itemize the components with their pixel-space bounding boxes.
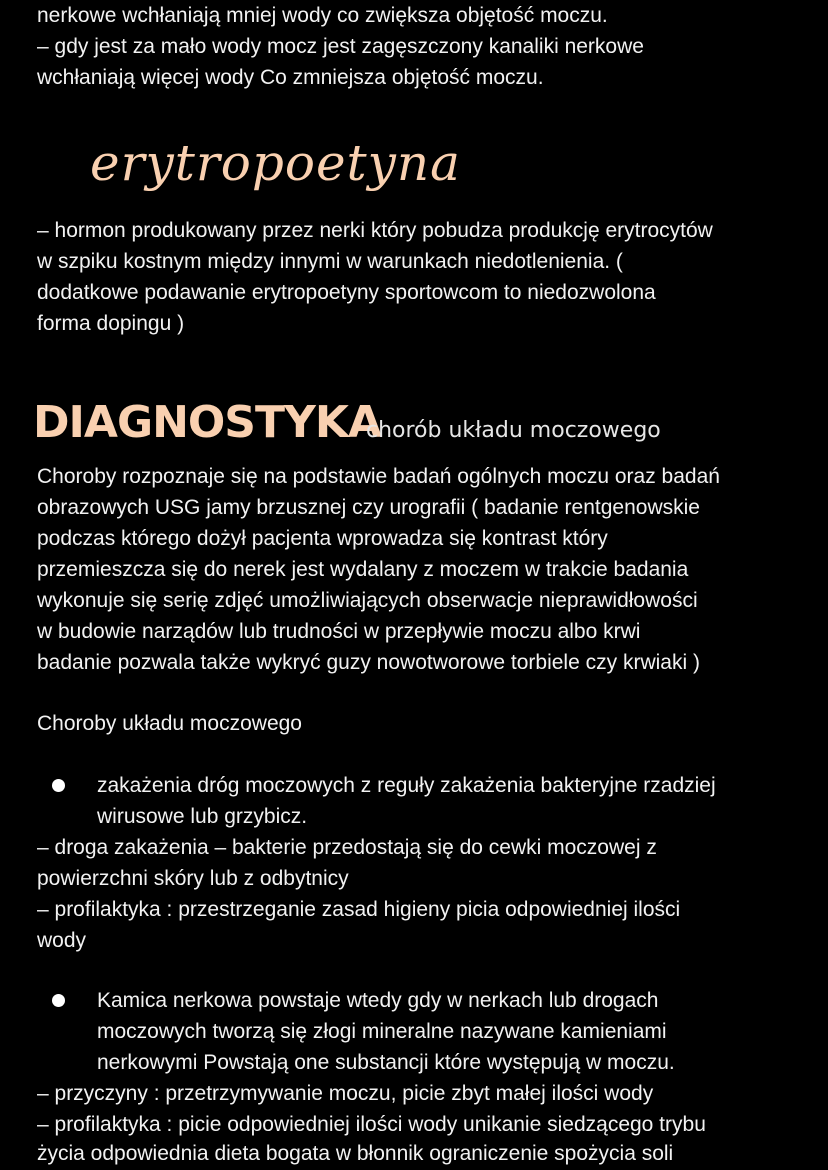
text-line: forma dopingu ) <box>37 312 185 335</box>
text-line: – droga zakażenia – bakterie przedostają się do cewki moczowej z <box>37 836 657 859</box>
diagnostyka-subheading: chorób układu moczowego <box>366 418 661 443</box>
text-line: nerkowe wchłaniają mniej wody co zwiększa objętość moczu. <box>37 4 608 27</box>
diagnostyka-heading: DIAGNOSTYKA <box>33 397 382 448</box>
text-line: Choroby rozpoznaje się na podstawie badań ogólnych moczu oraz badań <box>37 465 720 488</box>
text-line: – przyczyny : przetrzymywanie moczu, picie zbyt małej ilości wody <box>37 1082 654 1105</box>
text-line: podczas którego dożył pacjenta wprowadza się kontrast który <box>37 527 608 550</box>
list-item-line: Kamica nerkowa powstaje wtedy gdy w nerkach lub drogach <box>97 989 659 1012</box>
text-line: wchłaniają więcej wody Co zmniejsza objętość moczu. <box>37 66 544 89</box>
text-line: w budowie narządów lub trudności w przepływie moczu albo krwi <box>37 620 641 643</box>
list-item-line: nerkowymi Powstają one substancji które występują w moczu. <box>97 1051 675 1074</box>
text-line: w szpiku kostnym między innymi w warunkach niedotlenienia. ( <box>37 250 623 273</box>
erytropoetyna-heading: erytropoetyna <box>90 134 461 192</box>
text-line: wykonuje się serię zdjęć umożliwiających obserwacje nieprawidłowości <box>37 589 698 612</box>
text-line: życia odpowiednia dieta bogata w błonnik ograniczenie spożycia soli <box>37 1142 674 1165</box>
text-line: – gdy jest za mało wody mocz jest zagęszczony kanaliki nerkowe <box>37 35 644 58</box>
list-item-line: moczowych tworzą się złogi mineralne nazywane kamieniami <box>97 1020 667 1043</box>
list-item-line: wirusowe lub grzybicz. <box>97 805 308 828</box>
bullet-icon <box>52 779 65 792</box>
text-line: – hormon produkowany przez nerki który pobudza produkcję erytrocytów <box>37 219 713 242</box>
text-line: dodatkowe podawanie erytropoetyny sportowcom to niedozwolona <box>37 281 656 304</box>
diseases-title: Choroby układu moczowego <box>37 712 302 735</box>
text-line: – profilaktyka : przestrzeganie zasad higieny picia odpowiedniej ilości <box>37 898 681 921</box>
text-line: badanie pozwala także wykryć guzy nowotworowe torbiele czy krwiaki ) <box>37 651 700 674</box>
list-item-line: zakażenia dróg moczowych z reguły zakażenia bakteryjne rzadziej <box>97 774 716 797</box>
text-line: wody <box>37 929 87 952</box>
text-line: przemieszcza się do nerek jest wydalany z moczem w trakcie badania <box>37 558 689 581</box>
bullet-icon <box>52 994 65 1007</box>
text-line: – profilaktyka : picie odpowiedniej ilości wody unikanie siedzącego trybu <box>37 1113 706 1136</box>
text-line: obrazowych USG jamy brzusznej czy urografii ( badanie rentgenowskie <box>37 496 700 519</box>
text-line: powierzchni skóry lub z odbytnicy <box>37 867 349 890</box>
